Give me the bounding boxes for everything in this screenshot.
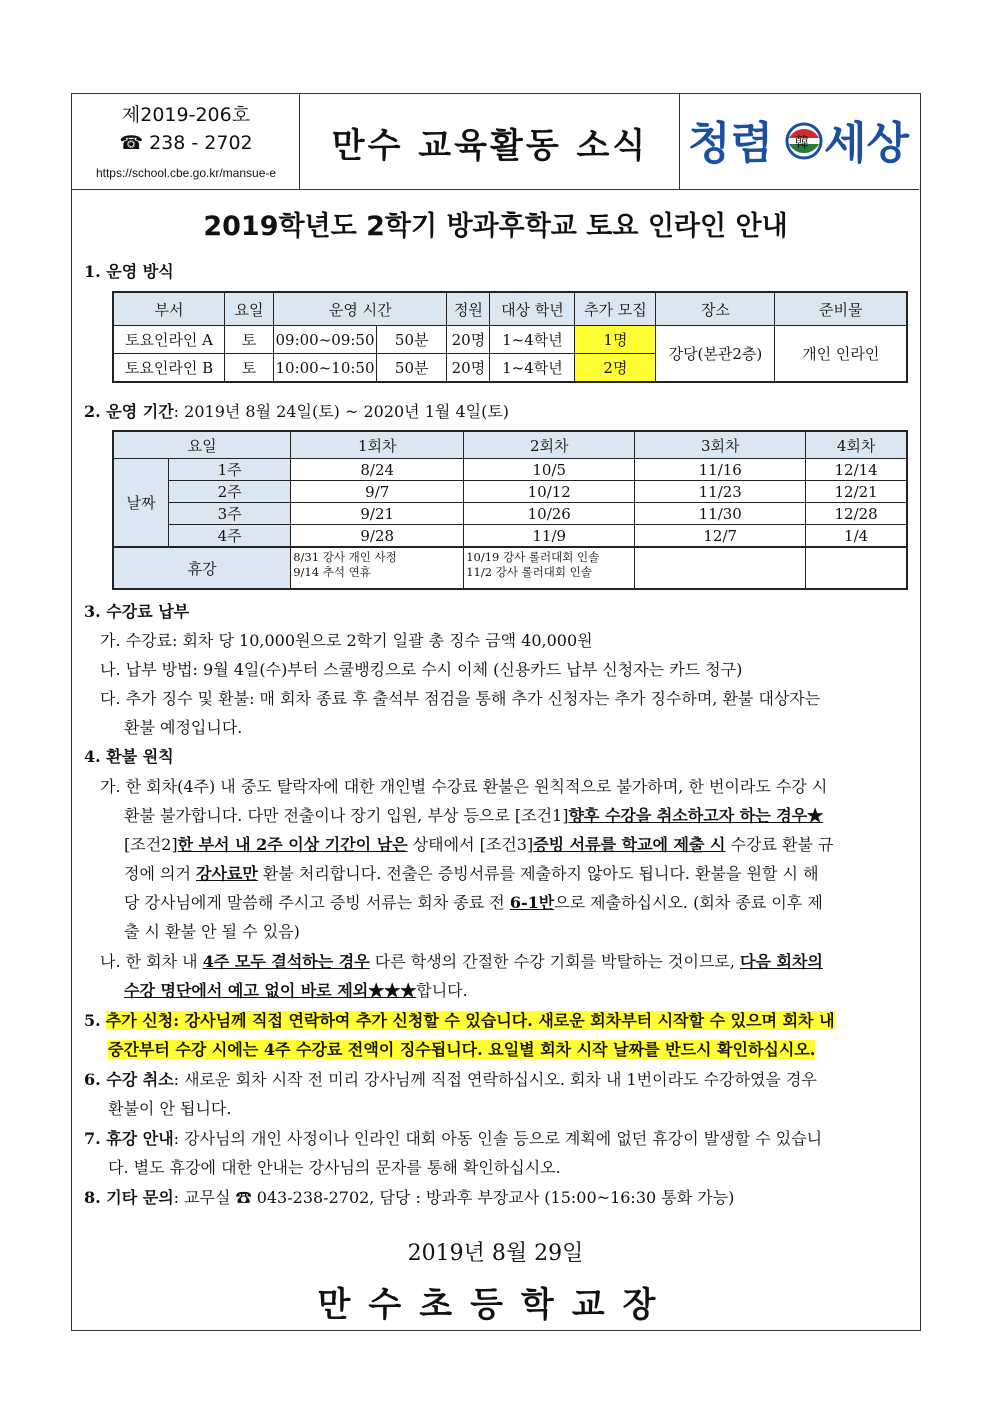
week-label: 3주 [169, 503, 291, 525]
rest-line: 8/31 강사 개인 사정 [293, 550, 397, 564]
school-url: https://school.cbe.go.kr/mansue-e [95, 166, 277, 180]
section-2-heading [84, 399, 509, 422]
cell: 20명 [447, 354, 490, 383]
week-label: 2주 [169, 481, 291, 503]
cell: 1~4학년 [490, 354, 575, 383]
col-header: 부서 [113, 292, 225, 326]
svg-text:세상: 세상 [824, 118, 910, 169]
rest-note [806, 547, 907, 589]
col-header: 1회차 [291, 431, 464, 459]
table-row [113, 503, 907, 525]
text: 상태에서 [조건3] [407, 835, 534, 854]
section-4-heading: 4. 환불 원칙 [84, 747, 174, 766]
cell: 12/28 [806, 503, 907, 525]
text: [조건2] [124, 835, 178, 854]
cell: 12/21 [806, 481, 907, 503]
issue-box [72, 94, 300, 189]
col-header: 요일 [225, 292, 274, 326]
text: 다른 학생의 간절한 수강 기회를 박탈하는 것이므로, [369, 952, 741, 971]
issue-date: 2019년 8월 29일 [407, 1241, 584, 1266]
refund-line-cont: 환불 예정입니다. [124, 718, 243, 737]
svg-text:韓: 韓 [795, 135, 809, 151]
svg-text:청렴: 청렴 [688, 118, 774, 169]
rule-line [124, 832, 971, 855]
week-label: 1주 [169, 459, 291, 481]
emphasis: 증빙 서류를 학교에 제출 시 [533, 835, 726, 854]
logo-box [680, 94, 919, 189]
text: 환불 처리합니다. 전출은 증빙서류를 제출하지 않아도 됩니다. 환불을 원할 시 해 [257, 864, 819, 883]
refund-line: 다. 추가 징수 및 환불: 매 회차 종료 후 출석부 점검을 통해 추가 신청자는 추가 징수하며, 환불 대상자는 [100, 689, 821, 708]
rule-line [124, 861, 971, 884]
col-header: 준비물 [775, 292, 907, 326]
section-5-line [108, 1037, 955, 1060]
rule-line [124, 890, 971, 913]
main-title: 2019학년도 2학기 방과후학교 토요 인라인 안내 [203, 211, 788, 242]
rule-line [124, 803, 971, 826]
cell: 1~4학년 [490, 326, 575, 354]
section-5-number: 5. [84, 1011, 101, 1030]
section-7-line [84, 1126, 931, 1149]
newsletter-title: 만수 교육활동 소식 [331, 126, 649, 166]
cell-highlight: 1명 [575, 326, 656, 354]
emphasis: 수강 명단에서 예고 없이 바로 제외★★★ [124, 981, 417, 1000]
highlight-text: 추가 신청: 강사님께 직접 연락하여 추가 신청할 수 있습니다. 새로운 회차부터 시작할 수 있으며 회차 내 [105, 1011, 835, 1030]
cell: 10/5 [464, 459, 635, 481]
table-row [113, 481, 907, 503]
title-box [300, 94, 680, 189]
fee-line: 가. 수강료: 회차 당 10,000원으로 2학기 일괄 총 징수 금액 40,000원 [100, 631, 593, 650]
text: 당 강사님에게 말씀해 주시고 증빙 서류는 회차 종료 전 [124, 893, 510, 912]
emphasis: 4주 모두 결석하는 경우 [202, 952, 370, 971]
cell: 12/7 [635, 525, 806, 548]
period-text: : 2019년 8월 24일(토) ~ 2020년 1월 4일(토) [173, 402, 510, 421]
cell: 토요인라인 B [113, 354, 225, 383]
col-header: 추가 모집 [575, 292, 656, 326]
rule-line: 가. 한 회차(4주) 내 중도 탈락자에 대한 개인별 수강료 환불은 원칙적으로 불가하며, 한 번이라도 수강 시 [100, 777, 828, 796]
rest-line: 9/14 추석 연휴 [293, 565, 371, 579]
cell: 10:00~10:50 [274, 354, 377, 383]
cell: 강당(본관2층) [656, 326, 775, 383]
cell: 12/14 [806, 459, 907, 481]
school-principal: 만수초등학교장 [317, 1285, 674, 1325]
highlight-text: 중간부터 수강 시에는 4주 수강료 전액이 징수됩니다. 요일별 회차 시작 날짜를 반드시 확인하십시오. [108, 1040, 816, 1059]
cell: 8/24 [291, 459, 464, 481]
newsletter-header [72, 94, 919, 190]
cell: 11/23 [635, 481, 806, 503]
rule-line [124, 978, 971, 1001]
week-label: 4주 [169, 525, 291, 548]
rest-note [464, 547, 635, 589]
rest-note [291, 547, 464, 589]
cell: 20명 [447, 326, 490, 354]
cell: 11/30 [635, 503, 806, 525]
section-8-title: 8. 기타 문의 [84, 1188, 174, 1207]
text: 수강료 환불 규 [725, 835, 834, 854]
table-row [113, 547, 907, 589]
emphasis: 다음 회차의 [740, 952, 823, 971]
cell: 10/12 [464, 481, 635, 503]
cell-highlight: 2명 [575, 354, 656, 383]
cell: 토 [225, 354, 274, 383]
rest-note [635, 547, 806, 589]
section-7-title: 7. 휴강 안내 [84, 1129, 174, 1148]
col-header: 요일 [113, 431, 291, 459]
col-header: 대상 학년 [490, 292, 575, 326]
section-3-heading: 3. 수강료 납부 [84, 602, 190, 621]
emphasis: 한 부서 내 2주 이상 기간이 남은 [177, 835, 408, 854]
phone-number: ☎ 238 - 2702 [119, 132, 253, 154]
cell: 9/7 [291, 481, 464, 503]
section-1-heading: 1. 운영 방식 [84, 262, 174, 281]
operation-table [112, 291, 908, 383]
cell: 11/9 [464, 525, 635, 548]
cell: 09:00~09:50 [274, 326, 377, 354]
cell: 10/26 [464, 503, 635, 525]
cell: 개인 인라인 [775, 326, 907, 383]
emphasis: 강사료만 [196, 864, 258, 883]
text: 나. 한 회차 내 [100, 952, 203, 971]
date-label: 날짜 [113, 459, 169, 548]
cell: 9/28 [291, 525, 464, 548]
text: 합니다. [416, 981, 468, 1000]
text: : 교무실 ☎ 043-238-2702, 담당 : 방과후 부장교사 (15:00~16:30 통화 가능) [173, 1188, 735, 1207]
text: : 강사님의 개인 사정이나 인라인 대회 아동 인솔 등으로 계획에 없던 휴강이 발생할 수 있습니 [173, 1129, 823, 1148]
table-row [113, 326, 907, 354]
cell: 9/21 [291, 503, 464, 525]
rule-line [100, 949, 947, 972]
section-6-line [84, 1067, 931, 1090]
col-header: 3회차 [635, 431, 806, 459]
rule-line: 출 시 환불 안 될 수 있음) [124, 922, 300, 941]
cell: 토요인라인 A [113, 326, 225, 354]
emphasis: 향후 수강을 취소하고자 하는 경우★ [568, 806, 824, 825]
text: 환불 불가합니다. 다만 전출이나 장기 입원, 부상 등으로 [조건1] [124, 806, 569, 825]
section-8-line [84, 1185, 931, 1208]
col-header: 장소 [656, 292, 775, 326]
section-7-line: 다. 별도 휴강에 대한 안내는 강사님의 문자를 통해 확인하십시오. [108, 1158, 561, 1177]
cell: 50분 [377, 326, 447, 354]
rest-label: 휴강 [113, 547, 291, 589]
text: 으로 제출하십시오. (회차 종료 이후 제 [554, 893, 823, 912]
document-page [71, 93, 921, 1331]
col-header: 2회차 [464, 431, 635, 459]
cell: 1/4 [806, 525, 907, 548]
cell: 토 [225, 326, 274, 354]
text: 정에 의거 [124, 864, 196, 883]
rest-line: 10/19 강사 롤러대회 인솔 [466, 550, 600, 564]
cell: 50분 [377, 354, 447, 383]
rest-line: 11/2 강사 롤러대회 인솔 [466, 565, 592, 579]
payment-line: 나. 납부 방법: 9월 4일(수)부터 스쿨뱅킹으로 수시 이체 (신용카드 납부 신청자는 카드 청구) [100, 660, 743, 679]
col-header: 4회차 [806, 431, 907, 459]
section-5-line [84, 1008, 931, 1031]
text: : 새로운 회차 시작 전 미리 강사님께 직접 연락하십시오. 회차 내 1번이라도 수강하였을 경우 [173, 1070, 817, 1089]
section-2-title: 2. 운영 기간 [84, 402, 174, 421]
cell: 11/16 [635, 459, 806, 481]
issue-number: 제2019-206호 [121, 104, 251, 126]
table-row [113, 525, 907, 548]
col-header: 운영 시간 [274, 292, 447, 326]
table-row [113, 459, 907, 481]
integrity-logo-icon [686, 108, 914, 174]
section-6-line: 환불이 안 됩니다. [108, 1099, 232, 1118]
col-header: 정원 [447, 292, 490, 326]
emphasis: 6-1반 [509, 893, 555, 912]
section-6-title: 6. 수강 취소 [84, 1070, 174, 1089]
schedule-table [112, 430, 908, 590]
